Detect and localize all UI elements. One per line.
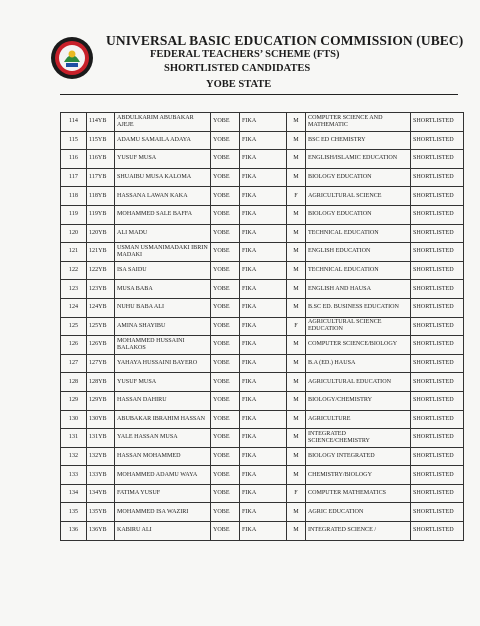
status-cell: SHORTLISTED bbox=[411, 410, 464, 429]
state-cell: YOBE bbox=[211, 317, 240, 336]
state-cell: YOBE bbox=[211, 187, 240, 206]
table-row bbox=[61, 373, 464, 392]
state-cell: YOBE bbox=[211, 261, 240, 280]
candidate-name-cell: YAHAYA HUSSAINI BAYERO bbox=[115, 354, 211, 373]
subject-cell: AGRIC EDUCATION bbox=[306, 503, 411, 522]
lga-cell: FIKA bbox=[240, 131, 287, 150]
state-cell: YOBE bbox=[211, 113, 240, 132]
state-cell: YOBE bbox=[211, 447, 240, 466]
state-cell: YOBE bbox=[211, 205, 240, 224]
table-row bbox=[61, 466, 464, 485]
subject-cell: AGRICULTURAL SCIENCE EDUCATION bbox=[306, 317, 411, 336]
status-cell: SHORTLISTED bbox=[411, 391, 464, 410]
sex-cell: M bbox=[287, 224, 306, 243]
subject-cell: COMPUTER MATHEMATICS bbox=[306, 484, 411, 503]
status-cell: SHORTLISTED bbox=[411, 261, 464, 280]
document-header bbox=[106, 33, 464, 92]
candidate-name-cell: FATIMA YUSUF bbox=[115, 484, 211, 503]
candidate-id-cell: 128YB bbox=[87, 373, 115, 392]
sex-cell: M bbox=[287, 298, 306, 317]
table-row bbox=[61, 224, 464, 243]
table-row bbox=[61, 484, 464, 503]
serial-number-cell: 120 bbox=[61, 224, 87, 243]
status-cell: SHORTLISTED bbox=[411, 354, 464, 373]
state-cell: YOBE bbox=[211, 150, 240, 169]
sex-cell: M bbox=[287, 429, 306, 448]
status-cell: SHORTLISTED bbox=[411, 317, 464, 336]
candidate-id-cell: 136YB bbox=[87, 522, 115, 541]
state-cell: YOBE bbox=[211, 391, 240, 410]
lga-cell: FIKA bbox=[240, 484, 287, 503]
table-row bbox=[61, 503, 464, 522]
status-cell: SHORTLISTED bbox=[411, 224, 464, 243]
candidate-name-cell: MOHAMMED SALE BAFFA bbox=[115, 205, 211, 224]
state-cell: YOBE bbox=[211, 429, 240, 448]
table-row bbox=[61, 317, 464, 336]
lga-cell: FIKA bbox=[240, 336, 287, 355]
status-cell: SHORTLISTED bbox=[411, 447, 464, 466]
sex-cell: M bbox=[287, 336, 306, 355]
status-cell: SHORTLISTED bbox=[411, 187, 464, 206]
lga-cell: FIKA bbox=[240, 354, 287, 373]
sex-cell: M bbox=[287, 503, 306, 522]
sex-cell: M bbox=[287, 205, 306, 224]
subject-cell: AGRICULTURAL EDUCATION bbox=[306, 373, 411, 392]
state-cell: YOBE bbox=[211, 522, 240, 541]
candidates-table bbox=[60, 112, 464, 541]
serial-number-cell: 118 bbox=[61, 187, 87, 206]
subject-cell: ENGLISH/ISLAMIC EDUCATION bbox=[306, 150, 411, 169]
candidate-name-cell: MOHAMMED ADAMU WAYA bbox=[115, 466, 211, 485]
candidate-name-cell: YUSUF MUSA bbox=[115, 150, 211, 169]
subject-cell: BIOLOGY/CHEMISTRY bbox=[306, 391, 411, 410]
header-subtitle: FEDERAL TEACHERS’ SCHEME (FTS) bbox=[150, 49, 340, 60]
candidate-name-cell: ABDULKARIM ABUBAKAR AJEJE bbox=[115, 113, 211, 132]
lga-cell: FIKA bbox=[240, 187, 287, 206]
sex-cell: M bbox=[287, 391, 306, 410]
candidate-id-cell: 130YB bbox=[87, 410, 115, 429]
table-row bbox=[61, 336, 464, 355]
candidate-id-cell: 135YB bbox=[87, 503, 115, 522]
candidate-id-cell: 122YB bbox=[87, 261, 115, 280]
candidate-id-cell: 117YB bbox=[87, 168, 115, 187]
table-row bbox=[61, 354, 464, 373]
serial-number-cell: 119 bbox=[61, 205, 87, 224]
serial-number-cell: 115 bbox=[61, 131, 87, 150]
candidate-id-cell: 129YB bbox=[87, 391, 115, 410]
lga-cell: FIKA bbox=[240, 429, 287, 448]
state-cell: YOBE bbox=[211, 373, 240, 392]
candidate-id-cell: 120YB bbox=[87, 224, 115, 243]
status-cell: SHORTLISTED bbox=[411, 484, 464, 503]
candidate-name-cell: KABIRU ALI bbox=[115, 522, 211, 541]
serial-number-cell: 127 bbox=[61, 354, 87, 373]
candidate-name-cell: MUSA BABA bbox=[115, 280, 211, 299]
candidate-id-cell: 124YB bbox=[87, 298, 115, 317]
candidate-name-cell: HASSAN MOHAMMED bbox=[115, 447, 211, 466]
lga-cell: FIKA bbox=[240, 168, 287, 187]
serial-number-cell: 132 bbox=[61, 447, 87, 466]
sex-cell: M bbox=[287, 373, 306, 392]
state-cell: YOBE bbox=[211, 484, 240, 503]
serial-number-cell: 114 bbox=[61, 113, 87, 132]
status-cell: SHORTLISTED bbox=[411, 205, 464, 224]
status-cell: SHORTLISTED bbox=[411, 336, 464, 355]
state-cell: YOBE bbox=[211, 466, 240, 485]
table-row bbox=[61, 391, 464, 410]
candidate-name-cell: YALE HASSAN MUSA bbox=[115, 429, 211, 448]
table-row bbox=[61, 187, 464, 206]
status-cell: SHORTLISTED bbox=[411, 113, 464, 132]
candidate-id-cell: 123YB bbox=[87, 280, 115, 299]
state-cell: YOBE bbox=[211, 410, 240, 429]
candidate-id-cell: 127YB bbox=[87, 354, 115, 373]
subject-cell: AGRICULTURAL SCIENCE bbox=[306, 187, 411, 206]
serial-number-cell: 121 bbox=[61, 243, 87, 262]
candidate-name-cell: HASSANA LAWAN KAKA bbox=[115, 187, 211, 206]
table-row bbox=[61, 522, 464, 541]
table-row bbox=[61, 298, 464, 317]
serial-number-cell: 134 bbox=[61, 484, 87, 503]
serial-number-cell: 124 bbox=[61, 298, 87, 317]
state-cell: YOBE bbox=[211, 336, 240, 355]
serial-number-cell: 122 bbox=[61, 261, 87, 280]
lga-cell: FIKA bbox=[240, 466, 287, 485]
serial-number-cell: 133 bbox=[61, 466, 87, 485]
candidate-name-cell: ABUBAKAR IBRAHIM HASSAN bbox=[115, 410, 211, 429]
lga-cell: FIKA bbox=[240, 224, 287, 243]
sex-cell: M bbox=[287, 447, 306, 466]
candidate-name-cell: YUSUF MUSA bbox=[115, 373, 211, 392]
serial-number-cell: 136 bbox=[61, 522, 87, 541]
subject-cell: TECHNICAL EDUCATION bbox=[306, 224, 411, 243]
state-cell: YOBE bbox=[211, 298, 240, 317]
header-divider bbox=[60, 94, 458, 95]
subject-cell: BIOLOGY EDUCATION bbox=[306, 205, 411, 224]
candidate-id-cell: 118YB bbox=[87, 187, 115, 206]
lga-cell: FIKA bbox=[240, 503, 287, 522]
table-row bbox=[61, 429, 464, 448]
lga-cell: FIKA bbox=[240, 243, 287, 262]
lga-cell: FIKA bbox=[240, 280, 287, 299]
sex-cell: M bbox=[287, 131, 306, 150]
candidate-id-cell: 121YB bbox=[87, 243, 115, 262]
candidate-id-cell: 114YB bbox=[87, 113, 115, 132]
state-cell: YOBE bbox=[211, 243, 240, 262]
candidate-name-cell: ADAMU SAMAILA ADAYA bbox=[115, 131, 211, 150]
subject-cell: B.A (ED.) HAUSA bbox=[306, 354, 411, 373]
table-row bbox=[61, 243, 464, 262]
sex-cell: F bbox=[287, 484, 306, 503]
serial-number-cell: 128 bbox=[61, 373, 87, 392]
status-cell: SHORTLISTED bbox=[411, 522, 464, 541]
table-row bbox=[61, 280, 464, 299]
serial-number-cell: 131 bbox=[61, 429, 87, 448]
sex-cell: M bbox=[287, 113, 306, 132]
subject-cell: INTEGRATED SCIENCE/CHEMISTRY bbox=[306, 429, 411, 448]
candidate-id-cell: 116YB bbox=[87, 150, 115, 169]
sex-cell: M bbox=[287, 522, 306, 541]
candidate-id-cell: 115YB bbox=[87, 131, 115, 150]
sex-cell: M bbox=[287, 261, 306, 280]
subject-cell: COMPUTER SCIENCE AND MATHEMATIC bbox=[306, 113, 411, 132]
serial-number-cell: 130 bbox=[61, 410, 87, 429]
lga-cell: FIKA bbox=[240, 150, 287, 169]
lga-cell: FIKA bbox=[240, 113, 287, 132]
table-row bbox=[61, 168, 464, 187]
sex-cell: F bbox=[287, 317, 306, 336]
table-row bbox=[61, 410, 464, 429]
serial-number-cell: 129 bbox=[61, 391, 87, 410]
sex-cell: M bbox=[287, 243, 306, 262]
lga-cell: FIKA bbox=[240, 373, 287, 392]
header-title: UNIVERSAL BASIC EDUCATION COMMISSION (UBEC) bbox=[106, 33, 464, 48]
subject-cell: COMPUTER SCIENCE/BIOLOGY bbox=[306, 336, 411, 355]
table-row bbox=[61, 113, 464, 132]
subject-cell: BIOLOGY INTEGRATED bbox=[306, 447, 411, 466]
state-cell: YOBE bbox=[211, 224, 240, 243]
candidate-id-cell: 119YB bbox=[87, 205, 115, 224]
status-cell: SHORTLISTED bbox=[411, 466, 464, 485]
lga-cell: FIKA bbox=[240, 261, 287, 280]
table-row bbox=[61, 150, 464, 169]
candidate-name-cell: HASSAN DAHIRU bbox=[115, 391, 211, 410]
candidate-name-cell: NUHU BABA ALI bbox=[115, 298, 211, 317]
subject-cell: TECHNICAL EDUCATION bbox=[306, 261, 411, 280]
lga-cell: FIKA bbox=[240, 298, 287, 317]
status-cell: SHORTLISTED bbox=[411, 373, 464, 392]
candidate-id-cell: 125YB bbox=[87, 317, 115, 336]
sex-cell: M bbox=[287, 168, 306, 187]
serial-number-cell: 125 bbox=[61, 317, 87, 336]
lga-cell: FIKA bbox=[240, 447, 287, 466]
status-cell: SHORTLISTED bbox=[411, 168, 464, 187]
candidate-name-cell: SHUAIBU MUSA KALOMA bbox=[115, 168, 211, 187]
subject-cell: BSC ED CHEMISTRY bbox=[306, 131, 411, 150]
state-cell: YOBE bbox=[211, 168, 240, 187]
status-cell: SHORTLISTED bbox=[411, 150, 464, 169]
candidate-name-cell: MOHAMMED ISA WAZIRI bbox=[115, 503, 211, 522]
serial-number-cell: 117 bbox=[61, 168, 87, 187]
header-list-title: SHORTLISTED CANDIDATES bbox=[164, 63, 311, 74]
ubec-seal-logo bbox=[50, 36, 94, 80]
status-cell: SHORTLISTED bbox=[411, 243, 464, 262]
serial-number-cell: 126 bbox=[61, 336, 87, 355]
candidate-id-cell: 133YB bbox=[87, 466, 115, 485]
candidate-id-cell: 132YB bbox=[87, 447, 115, 466]
status-cell: SHORTLISTED bbox=[411, 298, 464, 317]
state-cell: YOBE bbox=[211, 131, 240, 150]
candidate-name-cell: ALI MADU bbox=[115, 224, 211, 243]
candidate-name-cell: USMAN USMANIMADAKI IBRIN MADAKI bbox=[115, 243, 211, 262]
candidate-id-cell: 131YB bbox=[87, 429, 115, 448]
status-cell: SHORTLISTED bbox=[411, 280, 464, 299]
state-cell: YOBE bbox=[211, 280, 240, 299]
header-state: YOBE STATE bbox=[206, 79, 272, 90]
state-cell: YOBE bbox=[211, 503, 240, 522]
subject-cell: B.SC ED. BUSINESS EDUCATION bbox=[306, 298, 411, 317]
status-cell: SHORTLISTED bbox=[411, 131, 464, 150]
table-row bbox=[61, 447, 464, 466]
candidate-id-cell: 134YB bbox=[87, 484, 115, 503]
subject-cell: ENGLISH AND HAUSA bbox=[306, 280, 411, 299]
serial-number-cell: 116 bbox=[61, 150, 87, 169]
subject-cell: INTEGRATED SCIENCE / bbox=[306, 522, 411, 541]
subject-cell: ENGLISH EDUCATION bbox=[306, 243, 411, 262]
subject-cell: CHEMISTRY/BIOLOGY bbox=[306, 466, 411, 485]
sex-cell: M bbox=[287, 410, 306, 429]
sex-cell: M bbox=[287, 466, 306, 485]
candidate-name-cell: MOHAMMED HUSSAINI BALAKOS bbox=[115, 336, 211, 355]
table-row bbox=[61, 205, 464, 224]
subject-cell: BIOLOGY EDUCATION bbox=[306, 168, 411, 187]
candidate-id-cell: 126YB bbox=[87, 336, 115, 355]
sex-cell: F bbox=[287, 187, 306, 206]
sex-cell: M bbox=[287, 280, 306, 299]
candidate-name-cell: ISA SAIDU bbox=[115, 261, 211, 280]
subject-cell: AGRICULTURE bbox=[306, 410, 411, 429]
serial-number-cell: 123 bbox=[61, 280, 87, 299]
status-cell: SHORTLISTED bbox=[411, 429, 464, 448]
lga-cell: FIKA bbox=[240, 391, 287, 410]
state-cell: YOBE bbox=[211, 354, 240, 373]
sex-cell: M bbox=[287, 150, 306, 169]
status-cell: SHORTLISTED bbox=[411, 503, 464, 522]
lga-cell: FIKA bbox=[240, 410, 287, 429]
lga-cell: FIKA bbox=[240, 522, 287, 541]
lga-cell: FIKA bbox=[240, 317, 287, 336]
table-row bbox=[61, 261, 464, 280]
serial-number-cell: 135 bbox=[61, 503, 87, 522]
candidate-name-cell: AMINA SHAYIBU bbox=[115, 317, 211, 336]
table-row bbox=[61, 131, 464, 150]
sex-cell: M bbox=[287, 354, 306, 373]
lga-cell: FIKA bbox=[240, 205, 287, 224]
